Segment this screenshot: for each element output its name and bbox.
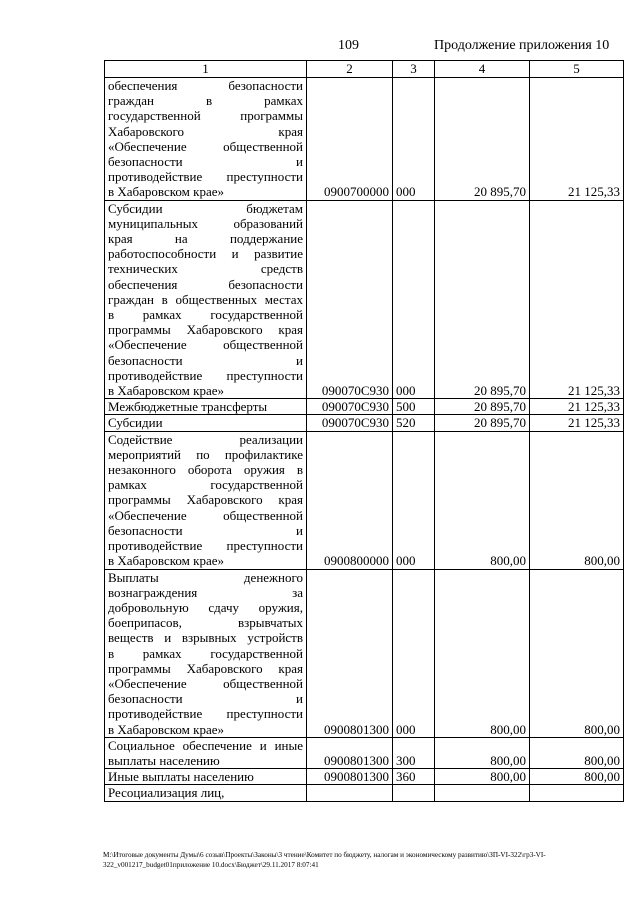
row-expense-type: 300 <box>393 737 435 768</box>
row-expense-type: 000 <box>393 431 435 569</box>
row-sum-2018: 20 895,70 <box>435 78 530 201</box>
row-sum-2018: 800,00 <box>435 569 530 737</box>
table-row <box>105 200 624 399</box>
table-row <box>105 431 624 569</box>
row-sum-2019: 21 125,33 <box>530 200 624 399</box>
row-name-line: программы Хабаровского края <box>108 492 303 508</box>
row-code <box>307 785 393 801</box>
row-sum-2018 <box>435 785 530 801</box>
row-name-line: вознаграждения за <box>108 584 303 600</box>
row-name-line: безопасности и <box>108 691 303 707</box>
row-name <box>105 737 307 768</box>
row-name <box>105 415 307 431</box>
row-name-line: «Обеспечение общественной <box>108 507 303 523</box>
row-sum-2019: 800,00 <box>530 737 624 768</box>
row-sum-2019: 21 125,33 <box>530 78 624 201</box>
row-name-line: обеспечения безопасности <box>108 78 303 93</box>
row-expense-type <box>393 785 435 801</box>
row-name-line: Содействие реализации <box>108 431 303 447</box>
row-name-line: муниципальных образований <box>108 215 303 231</box>
row-code: 0900801300 <box>307 569 393 737</box>
row-name <box>105 785 307 801</box>
row-name-line: безопасности и <box>108 154 303 170</box>
row-name-line: Иные выплаты населению <box>108 769 254 785</box>
row-code: 090070С930 <box>307 399 393 415</box>
row-name <box>105 78 307 201</box>
row-name-line: «Обеспечение общественной <box>108 138 303 154</box>
row-code: 0900801300 <box>307 737 393 768</box>
row-name-line: края на поддержание <box>108 231 303 247</box>
column-header-5: 5 <box>530 61 624 78</box>
row-name-line: в рамках государственной <box>108 645 303 661</box>
row-name <box>105 769 307 785</box>
row-name-line: Ресоциализация лиц, <box>108 785 225 801</box>
row-code: 0900700000 <box>307 78 393 201</box>
row-name-line: веществ и взрывных устройств <box>108 630 303 646</box>
column-header-1: 1 <box>105 61 307 78</box>
row-name-line: безопасности и <box>108 522 303 538</box>
row-sum-2018: 20 895,70 <box>435 399 530 415</box>
page-number: 109 <box>338 38 359 53</box>
row-sum-2019: 800,00 <box>530 431 624 569</box>
row-name-line: «Обеспечение общественной <box>108 337 303 353</box>
row-name <box>105 399 307 415</box>
row-name-line: мероприятий по профилактике <box>108 446 303 462</box>
row-expense-type: 520 <box>393 415 435 431</box>
row-name-line: технических средств <box>108 261 303 277</box>
row-name-line: в рамках государственной <box>108 307 303 323</box>
row-name <box>105 569 307 737</box>
row-name-line: Межбюджетные трансферты <box>108 399 268 415</box>
budget-table <box>104 60 624 802</box>
row-sum-2019: 21 125,33 <box>530 399 624 415</box>
row-name-line: в Хабаровском крае» <box>108 383 225 399</box>
row-name <box>105 431 307 569</box>
row-expense-type: 000 <box>393 78 435 201</box>
row-name-line: в Хабаровском крае» <box>108 553 225 569</box>
row-sum-2018: 800,00 <box>435 769 530 785</box>
row-name-line: Социальное обеспечение и иные <box>108 737 303 753</box>
row-name <box>105 200 307 399</box>
table-header-row <box>105 61 624 78</box>
row-sum-2018: 20 895,70 <box>435 415 530 431</box>
continuation-caption: Продолжение приложения 10 <box>434 38 610 53</box>
table-row <box>105 569 624 737</box>
row-sum-2019: 800,00 <box>530 569 624 737</box>
row-name-line: рамках государственной <box>108 477 303 493</box>
row-code: 0900800000 <box>307 431 393 569</box>
row-name-line: противодействие преступности <box>108 706 303 722</box>
row-name-line: безопасности и <box>108 352 303 368</box>
table-row <box>105 785 624 801</box>
row-name-line: Субсидии <box>108 415 163 431</box>
row-sum-2019: 21 125,33 <box>530 415 624 431</box>
row-sum-2018: 800,00 <box>435 431 530 569</box>
row-name-line: работоспособности и развитие <box>108 246 303 262</box>
row-name-line: противодействие преступности <box>108 169 303 185</box>
row-name-line: незаконного оборота оружия в <box>108 462 303 478</box>
table-row <box>105 399 624 415</box>
row-name-line: противодействие преступности <box>108 538 303 554</box>
table-row <box>105 78 624 201</box>
row-name-line: государственной программы <box>108 108 303 124</box>
row-name-line: боеприпасов, взрывчатых <box>108 615 303 631</box>
row-code: 090070С930 <box>307 200 393 399</box>
row-expense-type: 000 <box>393 200 435 399</box>
row-sum-2019 <box>530 785 624 801</box>
row-sum-2018: 20 895,70 <box>435 200 530 399</box>
row-name-line: выплаты населению <box>108 752 220 768</box>
row-name-line: обеспечения безопасности <box>108 276 303 292</box>
column-header-4: 4 <box>435 61 530 78</box>
row-name-line: в Хабаровском крае» <box>108 184 225 200</box>
table-row <box>105 415 624 431</box>
column-header-2: 2 <box>307 61 393 78</box>
row-expense-type: 360 <box>393 769 435 785</box>
column-header-3: 3 <box>393 61 435 78</box>
row-name-line: граждан в рамках <box>108 93 303 109</box>
row-name-line: Выплаты денежного <box>108 569 303 585</box>
row-name-line: программы Хабаровского края <box>108 322 303 338</box>
table-row <box>105 769 624 785</box>
row-name-line: «Обеспечение общественной <box>108 675 303 691</box>
row-expense-type: 500 <box>393 399 435 415</box>
row-sum-2019: 800,00 <box>530 769 624 785</box>
row-expense-type: 000 <box>393 569 435 737</box>
row-code: 0900801300 <box>307 769 393 785</box>
row-sum-2018: 800,00 <box>435 737 530 768</box>
row-name-line: граждан в общественных местах <box>108 291 303 307</box>
row-name-line: Хабаровского края <box>108 123 303 139</box>
file-path-footer: М:\Итоговые документы Думы\6 созыв\Проекты\Законы\3 чтение\Комитет по бюджету, налогам и экономическому развитию\ЗП-VI-322\гр3-VI-322_v001217_budget01приложение 10.docx\Бюджет\29.11.2017 8:07:41 <box>103 851 546 869</box>
row-name-line: добровольную сдачу оружия, <box>108 599 303 615</box>
row-code: 090070С930 <box>307 415 393 431</box>
row-name-line: противодействие преступности <box>108 367 303 383</box>
row-name-line: в Хабаровском крае» <box>108 721 225 737</box>
row-name-line: программы Хабаровского края <box>108 660 303 676</box>
row-name-line: Субсидии бюджетам <box>108 200 303 216</box>
table-row <box>105 737 624 768</box>
